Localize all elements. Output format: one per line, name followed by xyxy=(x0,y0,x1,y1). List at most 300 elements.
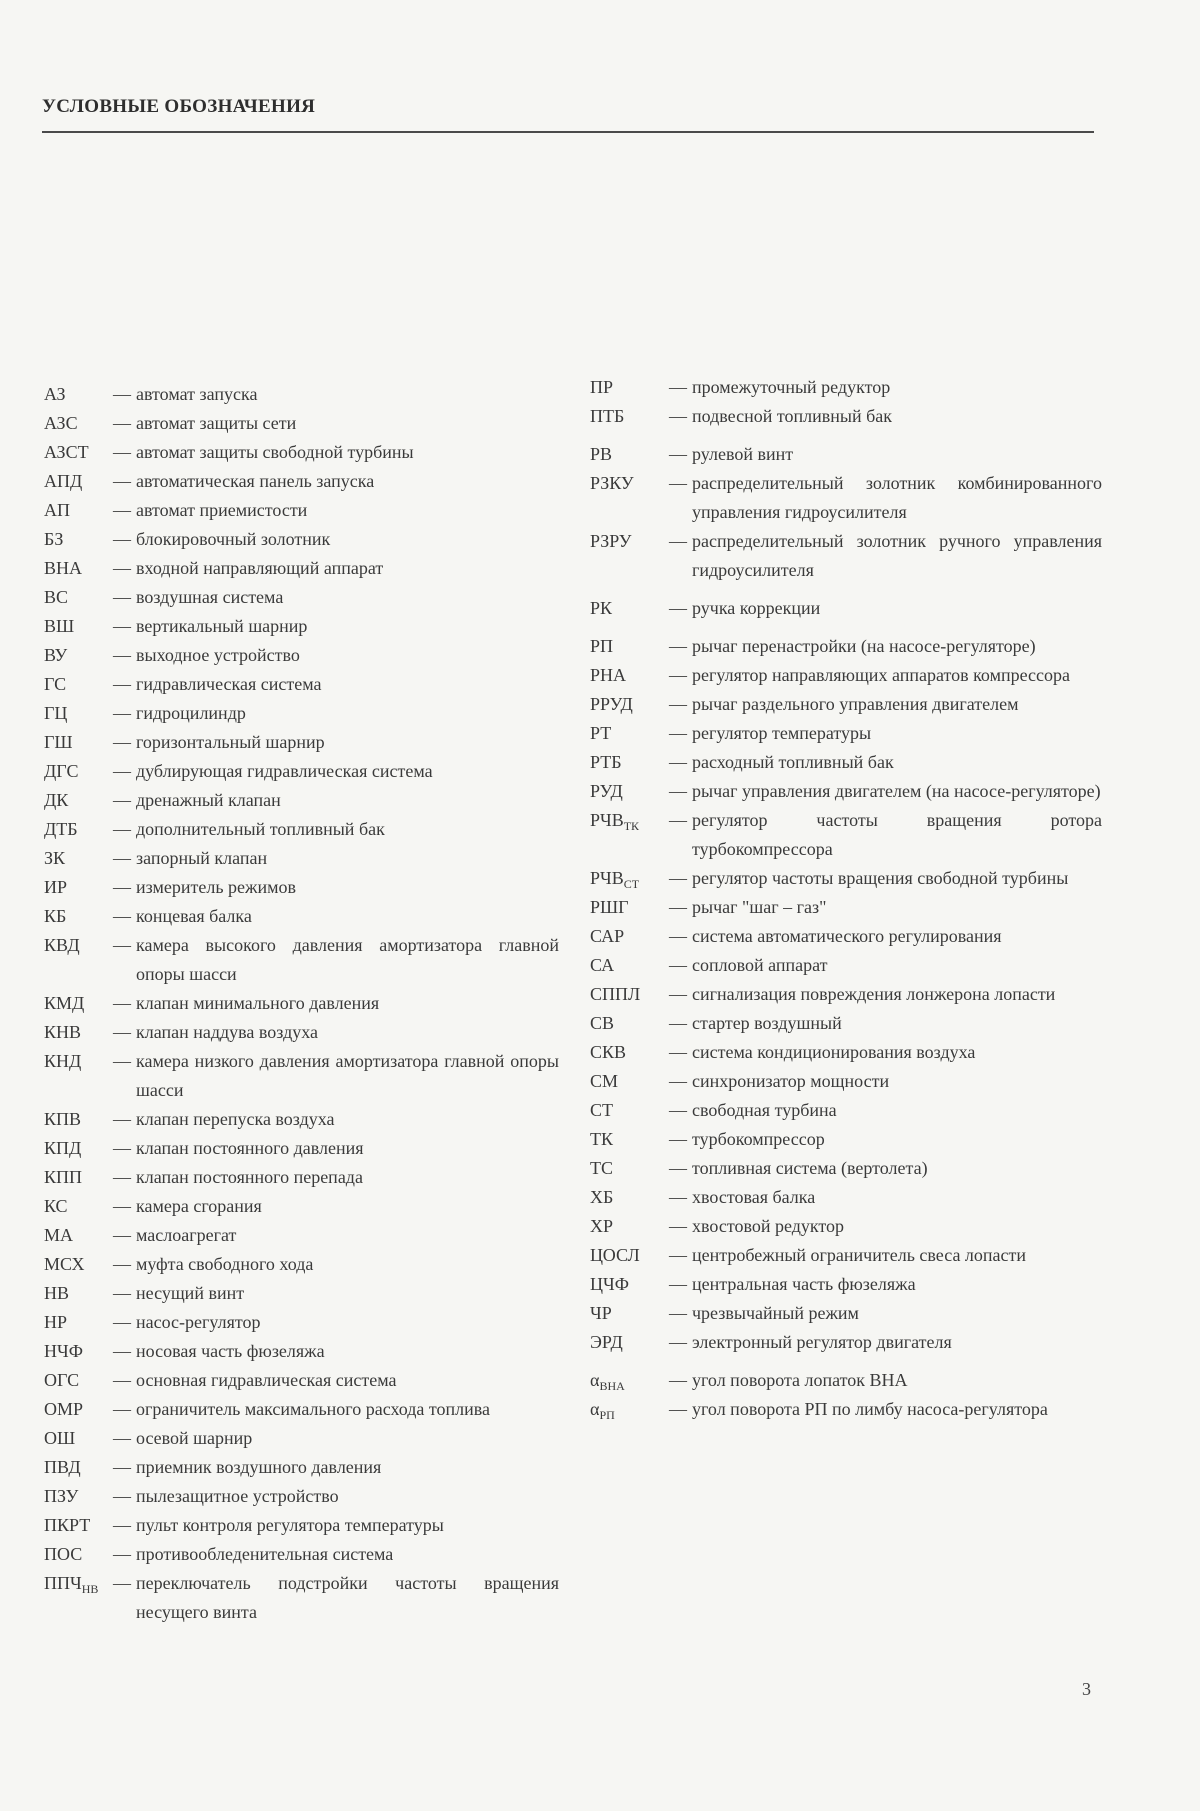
abbreviation-text: РП xyxy=(590,636,614,656)
abbreviation-text: СВ xyxy=(590,1013,615,1033)
abbreviation-definition: насос-регулятор xyxy=(136,1312,261,1332)
abbreviation-text: РВ xyxy=(590,444,613,464)
abbreviation-definition: регулятор температуры xyxy=(692,723,872,743)
abbreviation-text: КНД xyxy=(44,1051,82,1071)
dash-separator: — xyxy=(113,587,131,607)
abbreviation-term xyxy=(590,1395,664,1424)
abbreviation-entry xyxy=(44,1047,559,1105)
dash-separator: — xyxy=(113,877,131,897)
dash-separator: — xyxy=(113,935,131,955)
abbreviation-entry xyxy=(44,1250,559,1279)
abbreviation-text: ГЦ xyxy=(44,703,68,723)
abbreviation-definition: синхронизатор мощности xyxy=(692,1071,890,1091)
abbreviation-entry xyxy=(590,1154,1102,1183)
abbreviation-entry xyxy=(44,1395,559,1424)
abbreviation-entry xyxy=(44,844,559,873)
abbreviation-entry xyxy=(590,1067,1102,1096)
abbreviation-term xyxy=(590,1270,664,1299)
abbreviation-entry xyxy=(44,786,559,815)
dash-separator: — xyxy=(113,1573,131,1593)
abbreviation-text: РЗКУ xyxy=(590,473,634,493)
abbreviation-text: СКВ xyxy=(590,1042,627,1062)
page-title: УСЛОВНЫЕ ОБОЗНАЧЕНИЯ xyxy=(42,96,316,117)
abbreviation-text: ЭРД xyxy=(590,1332,623,1352)
dash-separator: — xyxy=(113,761,131,781)
dash-separator: — xyxy=(669,1042,687,1062)
abbreviation-text: РУД xyxy=(590,781,623,801)
abbreviation-text: КВД xyxy=(44,935,80,955)
abbreviation-term xyxy=(590,1154,664,1183)
abbreviation-text: ПЗУ xyxy=(44,1486,79,1506)
abbreviation-subscript: ВНА xyxy=(599,1379,625,1393)
abbreviation-entry xyxy=(44,699,559,728)
abbreviation-entry xyxy=(44,1424,559,1453)
abbreviation-definition: дополнительный топливный бак xyxy=(136,819,385,839)
dash-separator: — xyxy=(669,897,687,917)
abbreviation-definition: автомат защиты свободной турбины xyxy=(136,442,414,462)
abbreviation-definition: регулятор частоты вращения ротора турбокомпрессора xyxy=(692,810,1102,859)
abbreviation-text: ПКРТ xyxy=(44,1515,91,1535)
abbreviation-text: ЧР xyxy=(590,1303,612,1323)
dash-separator: — xyxy=(113,1051,131,1071)
abbreviation-term xyxy=(44,438,108,467)
abbreviation-text: ТК xyxy=(590,1129,614,1149)
abbreviation-term xyxy=(44,844,108,873)
abbreviation-text: КС xyxy=(44,1196,68,1216)
dash-separator: — xyxy=(669,1158,687,1178)
abbreviation-term xyxy=(44,989,108,1018)
abbreviation-text: ХР xyxy=(590,1216,614,1236)
abbreviation-definition: свободная турбина xyxy=(692,1100,837,1120)
abbreviation-definition: автоматическая панель запуска xyxy=(136,471,375,491)
abbreviation-definition: концевая балка xyxy=(136,906,252,926)
abbreviation-definition: подвесной топливный бак xyxy=(692,406,892,426)
abbreviation-entry xyxy=(590,748,1102,777)
abbreviation-definition: осевой шарнир xyxy=(136,1428,253,1448)
abbreviation-entry xyxy=(590,1299,1102,1328)
abbreviation-text: ВС xyxy=(44,587,69,607)
dash-separator: — xyxy=(669,1303,687,1323)
dash-separator: — xyxy=(669,1013,687,1033)
abbreviation-entry xyxy=(44,1163,559,1192)
abbreviation-definition: приемник воздушного давления xyxy=(136,1457,382,1477)
abbreviation-term xyxy=(590,1366,664,1395)
abbreviations-right-column xyxy=(590,373,1102,1424)
dash-separator: — xyxy=(113,1109,131,1129)
abbreviation-text: РЧВ xyxy=(590,810,624,830)
abbreviation-term xyxy=(590,402,664,431)
abbreviation-text: ВНА xyxy=(44,558,83,578)
abbreviation-text: АЗС xyxy=(44,413,78,433)
abbreviation-term xyxy=(44,380,108,409)
dash-separator: — xyxy=(669,1129,687,1149)
abbreviation-definition: муфта свободного хода xyxy=(136,1254,314,1274)
abbreviation-text: ВУ xyxy=(44,645,68,665)
dash-separator: — xyxy=(669,781,687,801)
abbreviation-entry xyxy=(44,496,559,525)
dash-separator: — xyxy=(113,1196,131,1216)
entry-spacer xyxy=(590,623,1102,632)
dash-separator: — xyxy=(669,926,687,946)
abbreviation-definition: гидроцилиндр xyxy=(136,703,246,723)
dash-separator: — xyxy=(669,1245,687,1265)
abbreviation-definition: хвостовая балка xyxy=(692,1187,816,1207)
abbreviation-text: ОГС xyxy=(44,1370,80,1390)
abbreviation-term xyxy=(44,1163,108,1192)
abbreviation-text: ЗК xyxy=(44,848,66,868)
abbreviation-definition: система автоматического регулирования xyxy=(692,926,1002,946)
abbreviation-entry xyxy=(590,1038,1102,1067)
entry-spacer xyxy=(590,585,1102,594)
dash-separator: — xyxy=(113,1370,131,1390)
abbreviation-definition: автомат запуска xyxy=(136,384,258,404)
abbreviation-definition: расходный топливный бак xyxy=(692,752,894,772)
abbreviation-text: КНВ xyxy=(44,1022,82,1042)
abbreviation-entry xyxy=(44,409,559,438)
abbreviation-text: ПТБ xyxy=(590,406,625,426)
abbreviation-term xyxy=(44,1395,108,1424)
abbreviation-definition: переключатель подстройки частоты вращения несущего винта xyxy=(136,1573,559,1622)
abbreviation-entry xyxy=(44,757,559,786)
dash-separator: — xyxy=(669,868,687,888)
dash-separator: — xyxy=(113,848,131,868)
dash-separator: — xyxy=(113,529,131,549)
abbreviation-text: СТ xyxy=(590,1100,614,1120)
abbreviation-entry xyxy=(44,670,559,699)
abbreviation-definition: чрезвычайный режим xyxy=(692,1303,859,1323)
abbreviation-entry xyxy=(590,661,1102,690)
abbreviation-text: ТС xyxy=(590,1158,614,1178)
abbreviation-definition: рулевой винт xyxy=(692,444,794,464)
abbreviation-entry xyxy=(590,1366,1102,1395)
abbreviation-subscript: РП xyxy=(599,1408,615,1422)
abbreviation-definition: горизонтальный шарнир xyxy=(136,732,325,752)
abbreviation-text: ХБ xyxy=(590,1187,614,1207)
abbreviation-term xyxy=(44,409,108,438)
abbreviation-definition: камера высокого давления амортизатора главной опоры шасси xyxy=(136,935,559,984)
abbreviation-definition: сопловой аппарат xyxy=(692,955,828,975)
dash-separator: — xyxy=(113,384,131,404)
abbreviation-entry xyxy=(44,583,559,612)
abbreviation-entry xyxy=(590,469,1102,527)
abbreviation-definition: дренажный клапан xyxy=(136,790,281,810)
abbreviation-definition: носовая часть фюзеляжа xyxy=(136,1341,325,1361)
abbreviation-term xyxy=(590,748,664,777)
abbreviation-definition: пульт контроля регулятора температуры xyxy=(136,1515,444,1535)
abbreviation-definition: сигнализация повреждения лонжерона лопасти xyxy=(692,984,1056,1004)
abbreviation-definition: распределительный золотник ручного управления гидроусилителя xyxy=(692,531,1102,580)
abbreviation-term xyxy=(590,806,664,835)
abbreviation-entry xyxy=(44,1540,559,1569)
dash-separator: — xyxy=(669,723,687,743)
abbreviation-entry xyxy=(44,1511,559,1540)
abbreviation-term xyxy=(44,1308,108,1337)
abbreviation-text: РТБ xyxy=(590,752,622,772)
abbreviation-text: ИР xyxy=(44,877,68,897)
abbreviation-entry xyxy=(590,402,1102,431)
dash-separator: — xyxy=(669,1399,687,1419)
dash-separator: — xyxy=(113,1167,131,1187)
abbreviation-entry xyxy=(44,1453,559,1482)
dash-separator: — xyxy=(669,636,687,656)
dash-separator: — xyxy=(669,377,687,397)
abbreviation-definition: рычаг управления двигателем (на насосе-регуляторе) xyxy=(692,781,1101,801)
abbreviation-definition: автомат защиты сети xyxy=(136,413,297,433)
abbreviation-subscript: ТК xyxy=(623,819,640,833)
dash-separator: — xyxy=(113,558,131,578)
page-number: 3 xyxy=(1082,1679,1091,1699)
abbreviation-entry xyxy=(590,632,1102,661)
abbreviation-definition: клапан минимального давления xyxy=(136,993,380,1013)
abbreviation-definition: несущий винт xyxy=(136,1283,245,1303)
abbreviation-text: ГШ xyxy=(44,732,73,752)
abbreviation-entry xyxy=(590,1183,1102,1212)
abbreviation-entry xyxy=(44,1192,559,1221)
abbreviation-term xyxy=(44,1424,108,1453)
abbreviation-text: СА xyxy=(590,955,615,975)
dash-separator: — xyxy=(669,1274,687,1294)
abbreviation-entry xyxy=(44,728,559,757)
abbreviation-term xyxy=(44,1047,108,1076)
abbreviation-term xyxy=(44,612,108,641)
abbreviation-definition: регулятор частоты вращения свободной турбины xyxy=(692,868,1069,888)
abbreviation-entry xyxy=(44,1018,559,1047)
abbreviation-term xyxy=(590,1183,664,1212)
abbreviation-text: МСХ xyxy=(44,1254,85,1274)
abbreviation-term xyxy=(590,1067,664,1096)
abbreviation-entry xyxy=(590,777,1102,806)
dash-separator: — xyxy=(669,473,687,493)
abbreviation-term xyxy=(590,690,664,719)
entry-spacer xyxy=(590,431,1102,440)
dash-separator: — xyxy=(113,1486,131,1506)
abbreviation-text: АЗСТ xyxy=(44,442,89,462)
abbreviation-entry xyxy=(44,1366,559,1395)
dash-separator: — xyxy=(669,531,687,551)
abbreviation-term xyxy=(44,815,108,844)
dash-separator: — xyxy=(113,645,131,665)
abbreviation-entry xyxy=(590,951,1102,980)
dash-separator: — xyxy=(113,616,131,636)
abbreviation-definition: турбокомпрессор xyxy=(692,1129,825,1149)
abbreviation-definition: хвостовой редуктор xyxy=(692,1216,844,1236)
dash-separator: — xyxy=(113,1428,131,1448)
abbreviation-term xyxy=(44,1105,108,1134)
abbreviation-term xyxy=(590,469,664,498)
abbreviation-definition: пылезащитное устройство xyxy=(136,1486,339,1506)
dash-separator: — xyxy=(669,406,687,426)
dash-separator: — xyxy=(113,1544,131,1564)
abbreviation-term xyxy=(590,1096,664,1125)
dash-separator: — xyxy=(113,1457,131,1477)
abbreviation-definition: клапан наддува воздуха xyxy=(136,1022,318,1042)
abbreviation-text: САР xyxy=(590,926,625,946)
abbreviation-text: ЦЧФ xyxy=(590,1274,629,1294)
abbreviation-term xyxy=(44,1540,108,1569)
abbreviation-entry xyxy=(590,440,1102,469)
abbreviation-text: СМ xyxy=(590,1071,619,1091)
abbreviation-text: АПД xyxy=(44,471,83,491)
abbreviation-term xyxy=(590,1038,664,1067)
dash-separator: — xyxy=(113,819,131,839)
abbreviation-entry xyxy=(44,380,559,409)
abbreviation-definition: промежуточный редуктор xyxy=(692,377,891,397)
abbreviation-definition: камера сгорания xyxy=(136,1196,262,1216)
abbreviation-definition: запорный клапан xyxy=(136,848,268,868)
dash-separator: — xyxy=(669,1332,687,1352)
abbreviation-text: НР xyxy=(44,1312,68,1332)
abbreviation-text: ДК xyxy=(44,790,69,810)
abbreviation-term xyxy=(44,467,108,496)
dash-separator: — xyxy=(113,1399,131,1419)
dash-separator: — xyxy=(113,1312,131,1332)
abbreviation-definition: вертикальный шарнир xyxy=(136,616,308,636)
dash-separator: — xyxy=(113,1022,131,1042)
abbreviation-text: ПОС xyxy=(44,1544,83,1564)
abbreviation-text: α xyxy=(590,1399,600,1419)
abbreviation-term xyxy=(44,583,108,612)
dash-separator: — xyxy=(669,598,687,618)
abbreviation-term xyxy=(44,902,108,931)
abbreviation-entry xyxy=(44,641,559,670)
dash-separator: — xyxy=(113,1254,131,1274)
abbreviation-text: МА xyxy=(44,1225,74,1245)
abbreviation-term xyxy=(590,1009,664,1038)
abbreviation-entry xyxy=(44,1482,559,1511)
abbreviation-entry xyxy=(44,1105,559,1134)
abbreviation-entry xyxy=(44,1337,559,1366)
abbreviation-definition: угол поворота лопаток ВНА xyxy=(692,1370,908,1390)
abbreviation-definition: угол поворота РП по лимбу насоса-регулятора xyxy=(692,1399,1048,1419)
dash-separator: — xyxy=(113,500,131,520)
abbreviation-text: ПР xyxy=(590,377,614,397)
dash-separator: — xyxy=(113,993,131,1013)
abbreviation-term xyxy=(44,670,108,699)
abbreviation-entry xyxy=(590,690,1102,719)
abbreviation-definition: камера низкого давления амортизатора главной опоры шасси xyxy=(136,1051,559,1100)
abbreviation-definition: центробежный ограничитель свеса лопасти xyxy=(692,1245,1027,1265)
abbreviation-term xyxy=(590,922,664,951)
abbreviation-entry xyxy=(590,864,1102,893)
abbreviation-term xyxy=(44,873,108,902)
abbreviation-term xyxy=(590,864,664,893)
abbreviation-definition: выходное устройство xyxy=(136,645,300,665)
abbreviation-text: РШГ xyxy=(590,897,629,917)
dash-separator: — xyxy=(669,752,687,772)
dash-separator: — xyxy=(113,1138,131,1158)
abbreviation-entry xyxy=(590,527,1102,585)
abbreviation-definition: клапан постоянного давления xyxy=(136,1138,364,1158)
abbreviation-term xyxy=(44,1366,108,1395)
abbreviation-text: НВ xyxy=(44,1283,70,1303)
abbreviation-entry xyxy=(590,1395,1102,1424)
abbreviation-definition: рычаг раздельного управления двигателем xyxy=(692,694,1019,714)
abbreviation-term xyxy=(44,757,108,786)
abbreviation-subscript: СТ xyxy=(623,877,640,891)
abbreviation-entry xyxy=(44,1134,559,1163)
abbreviation-text: РТ xyxy=(590,723,612,743)
abbreviation-definition: измеритель режимов xyxy=(136,877,296,897)
dash-separator: — xyxy=(669,810,687,830)
abbreviation-text: БЗ xyxy=(44,529,64,549)
abbreviation-term xyxy=(590,1328,664,1357)
abbreviation-text: КБ xyxy=(44,906,67,926)
abbreviation-text: РНА xyxy=(590,665,627,685)
abbreviation-entry xyxy=(590,893,1102,922)
dash-separator: — xyxy=(669,1100,687,1120)
abbreviation-term xyxy=(44,728,108,757)
abbreviation-definition: блокировочный золотник xyxy=(136,529,331,549)
abbreviation-entry xyxy=(44,902,559,931)
abbreviations-left-column xyxy=(44,380,559,1627)
abbreviation-term xyxy=(44,786,108,815)
dash-separator: — xyxy=(669,694,687,714)
abbreviation-definition: распределительный золотник комбинированного управления гидроусилителя xyxy=(692,473,1102,522)
abbreviation-text: ОМР xyxy=(44,1399,84,1419)
abbreviation-definition: стартер воздушный xyxy=(692,1013,842,1033)
abbreviation-text: α xyxy=(590,1370,600,1390)
abbreviation-definition: гидравлическая система xyxy=(136,674,322,694)
abbreviation-definition: рычаг перенастройки (на насосе-регуляторе) xyxy=(692,636,1036,656)
abbreviation-entry xyxy=(590,922,1102,951)
abbreviation-term xyxy=(590,951,664,980)
abbreviation-entry xyxy=(44,1569,559,1627)
abbreviation-term xyxy=(590,1125,664,1154)
abbreviation-term xyxy=(44,1134,108,1163)
abbreviation-entry xyxy=(44,931,559,989)
abbreviation-entry xyxy=(590,806,1102,864)
abbreviation-term xyxy=(590,719,664,748)
dash-separator: — xyxy=(113,1341,131,1361)
dash-separator: — xyxy=(113,442,131,462)
abbreviation-term xyxy=(44,1453,108,1482)
dash-separator: — xyxy=(113,1515,131,1535)
abbreviation-definition: центральная часть фюзеляжа xyxy=(692,1274,916,1294)
abbreviation-term xyxy=(590,893,664,922)
abbreviation-entry xyxy=(44,1308,559,1337)
abbreviation-definition: воздушная система xyxy=(136,587,284,607)
dash-separator: — xyxy=(113,906,131,926)
abbreviation-term xyxy=(44,1337,108,1366)
dash-separator: — xyxy=(113,674,131,694)
dash-separator: — xyxy=(113,1225,131,1245)
abbreviation-entry xyxy=(44,815,559,844)
abbreviation-entry xyxy=(44,989,559,1018)
abbreviation-text: ГС xyxy=(44,674,67,694)
abbreviation-subscript: НВ xyxy=(81,1582,99,1596)
abbreviation-term xyxy=(590,632,664,661)
abbreviation-text: РЧВ xyxy=(590,868,624,888)
abbreviation-text: ДТБ xyxy=(44,819,78,839)
abbreviation-term xyxy=(590,527,664,556)
dash-separator: — xyxy=(113,790,131,810)
abbreviation-entry xyxy=(44,1221,559,1250)
abbreviation-entry xyxy=(590,1009,1102,1038)
abbreviation-text: АЗ xyxy=(44,384,66,404)
dash-separator: — xyxy=(113,1283,131,1303)
abbreviation-term xyxy=(44,525,108,554)
abbreviation-entry xyxy=(590,719,1102,748)
dash-separator: — xyxy=(669,984,687,1004)
abbreviation-text: ВШ xyxy=(44,616,75,636)
abbreviation-term xyxy=(44,1279,108,1308)
abbreviation-term xyxy=(44,1221,108,1250)
abbreviation-text: ДГС xyxy=(44,761,79,781)
abbreviation-term xyxy=(590,1212,664,1241)
abbreviation-definition: клапан постоянного перепада xyxy=(136,1167,363,1187)
abbreviation-term xyxy=(44,1192,108,1221)
dash-separator: — xyxy=(669,444,687,464)
